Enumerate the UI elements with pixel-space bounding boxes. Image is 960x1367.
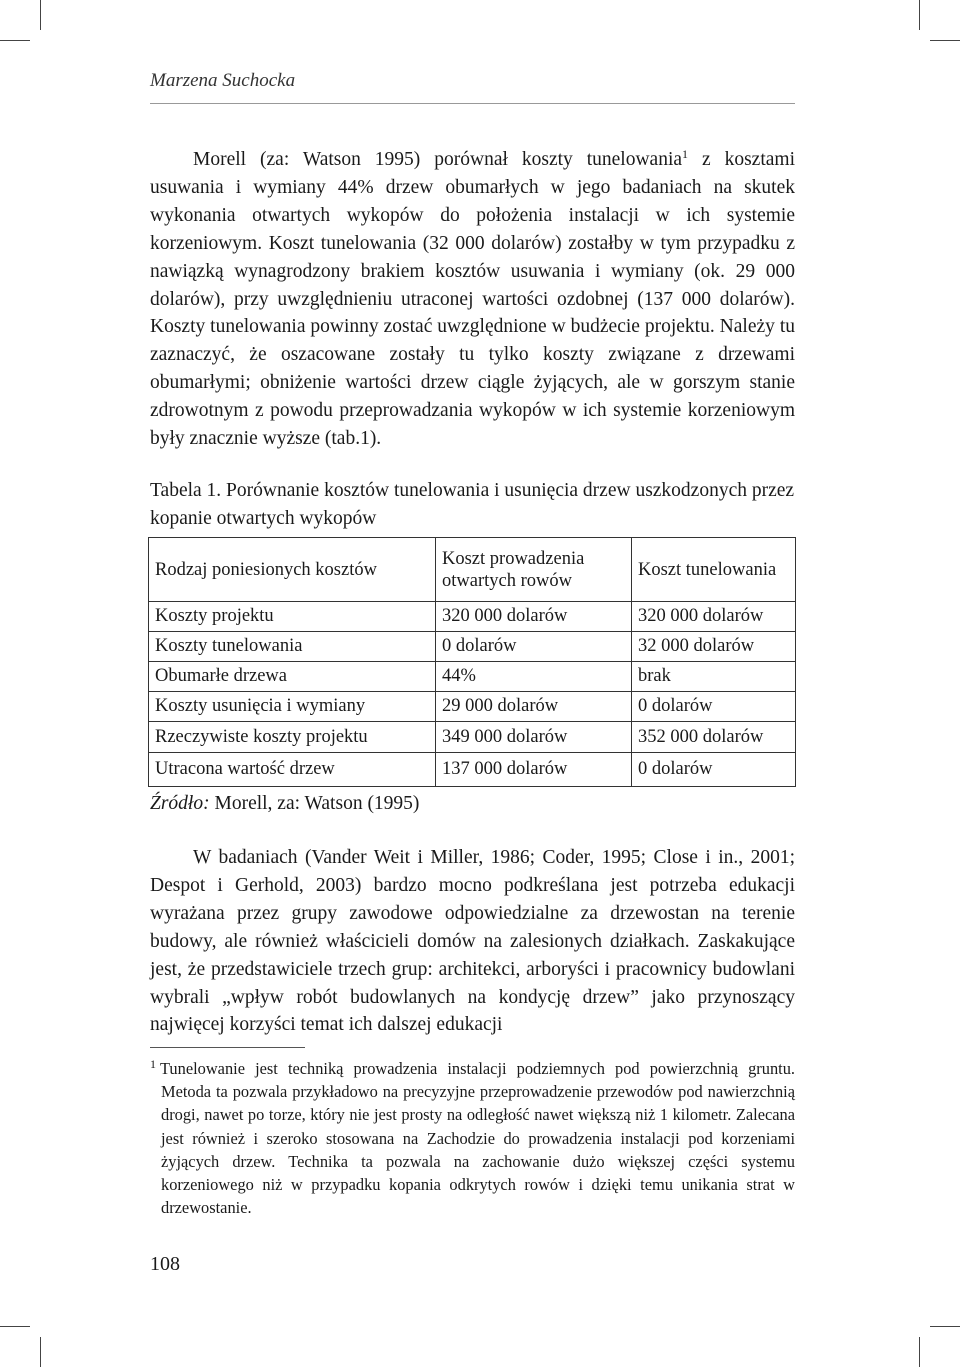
table-cell: 32 000 dolarów [632, 632, 796, 662]
table-row [149, 632, 796, 662]
table-source [150, 793, 419, 815]
crop-mark-bottom-left-horizontal [0, 1326, 30, 1327]
crop-mark-bottom-left-vertical [40, 1337, 41, 1367]
table-cell: 137 000 dolarów [436, 753, 632, 787]
table-header-cell: Rodzaj poniesionych kosztów [149, 538, 436, 602]
table-row [149, 602, 796, 632]
source-text: Morell, za: Watson (1995) [209, 793, 420, 814]
table-cell: Utracona wartość drzew [149, 753, 436, 787]
table-cell: Obumarłe drzewa [149, 662, 436, 692]
footnote-text: Tunelowanie jest techniką prowadzenia instalacji podziemnych pod powierzchnią gruntu. Metoda ta pozwala przykładowo na precyzyjne przeprowadzenie przewodów pod nawierzchnią drogi, nawet po torze, który nie jest prosty na odległość nawet większą niż 1 kilometr. Zalecana jest również i szeroko stosowana na Zachodzie do prowadzenia instalacji pod korzeniami żyjących drzew. Technika ta pozwala na zachowanie dużo większej części systemu korzeniowego niż w przypadku kopania odkrytych rowów i dzięki temu unikania strat w drzewostanie. [160, 1059, 795, 1218]
crop-mark-bottom-right-horizontal [930, 1326, 960, 1327]
paragraph-1-start: Morell (za: Watson 1995) porównał koszty tunelowania [193, 149, 683, 170]
crop-mark-top-left-horizontal [0, 40, 30, 41]
footnote-reference[interactable]: 1 [682, 147, 689, 161]
footnote-separator [150, 1047, 305, 1048]
body-paragraph-1 [150, 146, 795, 453]
table-cell: 349 000 dolarów [436, 722, 632, 753]
table-cell: 0 dolarów [436, 632, 632, 662]
footnote [150, 1057, 795, 1219]
footnote-body [150, 1057, 795, 1219]
crop-mark-top-right-vertical [919, 0, 920, 30]
table-cell: Rzeczywiste koszty projektu [149, 722, 436, 753]
crop-mark-top-right-horizontal [930, 40, 960, 41]
running-header-author: Marzena Suchocka [150, 70, 296, 91]
header-rule [150, 103, 795, 104]
table-cell: Koszty usunięcia i wymiany [149, 692, 436, 722]
table-cell: Koszty projektu [149, 602, 436, 632]
table-cell: 352 000 dolarów [632, 722, 796, 753]
table-row [149, 692, 796, 722]
paragraph-1-rest: z kosztami usuwania i wymiany 44% drzew obumarłych w jego badaniach na skutek wykonania otwartych wykopów do położenia instalacji w ich systemie korzeniowym. Koszt tunelowania (32 000 dolarów) zostałby w tym przypadku z nawiązką wynagrodzony brakiem kosztów usuwania i wymiany (ok. 29 000 dolarów), przy uwzględnieniu utraconej wartości ozdobnej (137 000 dolarów). Koszty tunelowania powinny zostać uwzględnione w budżecie projektu. Należy tu zaznaczyć, że oszacowane zostały tu tylko koszty związane z drzewami obumarłymi; obniżenie wartości drzew ciągle żyjących, ale w gorszym stanie zdrowotnym z powodu przeprowadzania wykopów w ich systemie korzeniowym były znacznie wyższe (tab.1). [150, 149, 795, 450]
table-cell: 0 dolarów [632, 753, 796, 787]
paragraph-2-text: W badaniach (Vander Weit i Miller, 1986; Coder, 1995; Close i in., 2001; Despot i Gerhold, 2003) bardzo mocno podkreślana jest potrzeba edukacji wyrażana przez grupy zawodowe odpowiedzialne za drzewostan na terenie budowy, ale również właścicieli domów na zalesionych działkach. Zaskakujące jest, że przedstawiciele trzech grup: architekci, arboryści i pracownicy budowlani wybrali „wpływ robót budowlanych na kondycję drzew” jako przynoszący najwięcej korzyści temat ich dalszej edukacji [150, 847, 795, 1036]
table-cell: 29 000 dolarów [436, 692, 632, 722]
footnote-number: 1 [150, 1057, 156, 1071]
table-row [149, 722, 796, 753]
table-cell: 0 dolarów [632, 692, 796, 722]
crop-mark-top-left-vertical [40, 0, 41, 30]
source-label: Źródło: [150, 793, 210, 814]
table-cell: 320 000 dolarów [632, 602, 796, 632]
table-row [149, 662, 796, 692]
crop-mark-bottom-right-vertical [919, 1337, 920, 1367]
table-cell: 320 000 dolarów [436, 602, 632, 632]
table-cell: Koszty tunelowania [149, 632, 436, 662]
body-paragraph-2 [150, 844, 795, 1039]
page-number: 108 [150, 1253, 180, 1275]
table-caption: Tabela 1. Porównanie kosztów tunelowania i usunięcia drzew uszkodzonych przez kopanie otwartych wykopów [150, 480, 795, 529]
table-header-row [149, 538, 796, 602]
table-header-cell: Koszt tunelowania [632, 538, 796, 602]
table-cell: brak [632, 662, 796, 692]
table-cell: 44% [436, 662, 632, 692]
table-header-cell: Koszt prowadzenia otwartych rowów [436, 538, 632, 602]
table-row [149, 753, 796, 787]
cost-comparison-table [148, 537, 796, 787]
